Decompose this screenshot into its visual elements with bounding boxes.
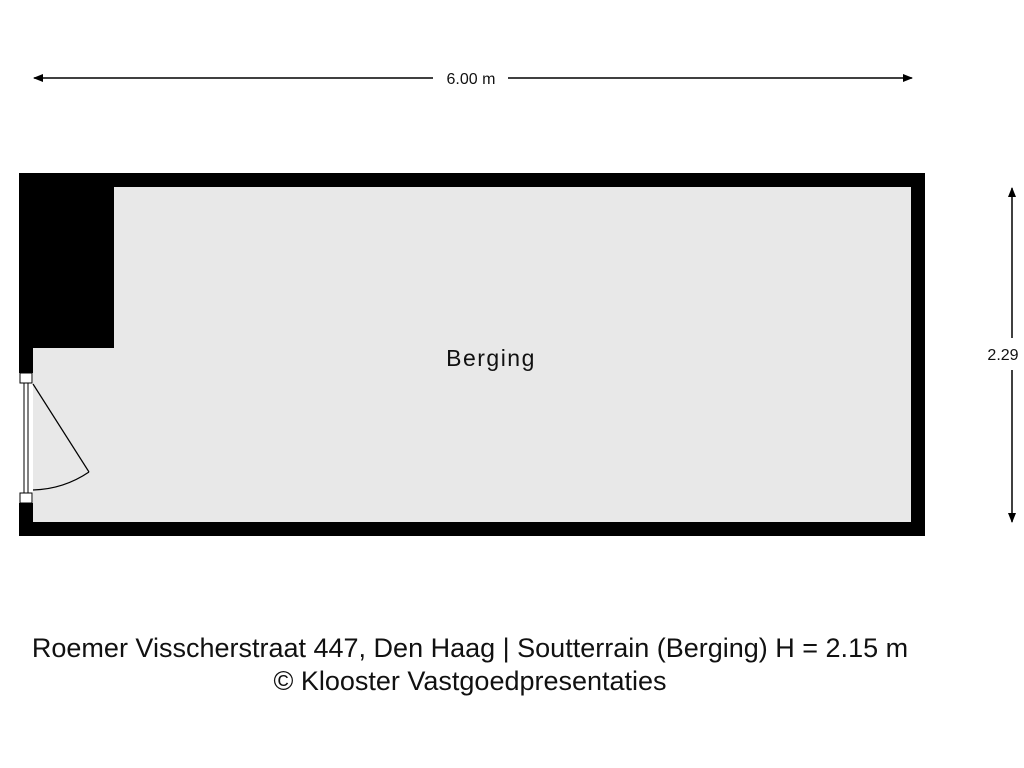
door-jamb-bottom [20, 493, 32, 503]
room-label: Berging [446, 345, 536, 371]
width-dimension [34, 71, 912, 88]
address-caption: Roemer Visscherstraat 447, Den Haag | Soutterrain (Berging) H = 2.15 m [31, 633, 909, 663]
width-dimension-label: 6.00 m [446, 71, 496, 88]
depth-dimension-label: 2.29 [987, 347, 1019, 364]
door-jamb-top [20, 373, 32, 383]
depth-dimension [987, 188, 1018, 522]
door-opening [19, 373, 33, 503]
copyright-caption: © Klooster Vastgoedpresentaties [273, 666, 667, 696]
wall-block [33, 187, 114, 348]
